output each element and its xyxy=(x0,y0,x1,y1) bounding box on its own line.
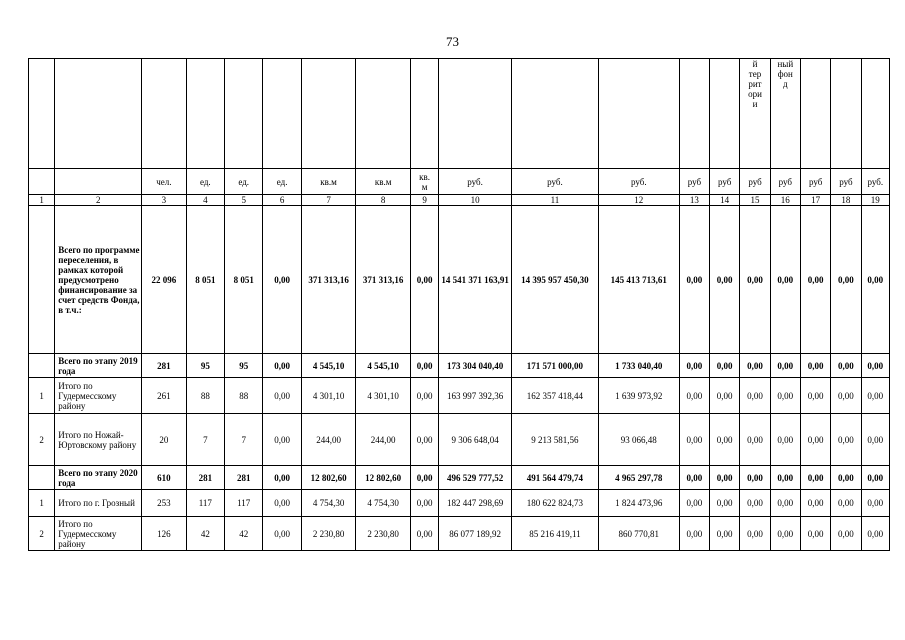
row-label-cell: Итого по Гудермесскому району xyxy=(55,378,142,414)
table-cell: 281 xyxy=(142,354,186,378)
table-cell: 0,00 xyxy=(410,490,438,517)
unit-cell: руб. xyxy=(511,169,598,195)
table-cell: 14 395 957 450,30 xyxy=(511,206,598,354)
table-cell: 180 622 824,73 xyxy=(511,490,598,517)
table-cell: 0,00 xyxy=(263,414,301,466)
table-cell xyxy=(29,354,55,378)
table-cell: 7 xyxy=(225,414,263,466)
table-cell: 4 754,30 xyxy=(356,490,411,517)
table-cell: 1 733 040,40 xyxy=(598,354,679,378)
header-cell-15: й тер рит ори и xyxy=(740,59,770,169)
table-cell: 14 541 371 163,91 xyxy=(439,206,512,354)
column-number-cell: 18 xyxy=(831,195,861,206)
table-cell: 0,00 xyxy=(861,490,889,517)
table-cell: 0,00 xyxy=(710,354,740,378)
table-cell: 9 213 581,56 xyxy=(511,414,598,466)
table-cell: 0,00 xyxy=(861,354,889,378)
table-cell: 0,00 xyxy=(710,378,740,414)
table-cell: 12 802,60 xyxy=(301,466,356,490)
unit-cell: кв. м xyxy=(410,169,438,195)
table-cell: 0,00 xyxy=(263,466,301,490)
header-cell xyxy=(142,59,186,169)
table-cell: 0,00 xyxy=(679,206,709,354)
table-cell: 163 997 392,36 xyxy=(439,378,512,414)
table-cell: 162 357 418,44 xyxy=(511,378,598,414)
table-cell: 0,00 xyxy=(831,466,861,490)
table-cell: 2 xyxy=(29,517,55,551)
unit-cell: руб xyxy=(679,169,709,195)
header-cell xyxy=(831,59,861,169)
column-number-cell: 3 xyxy=(142,195,186,206)
unit-cell xyxy=(29,169,55,195)
table-cell: 0,00 xyxy=(740,414,770,466)
table-cell: 0,00 xyxy=(740,466,770,490)
table-cell: 491 564 479,74 xyxy=(511,466,598,490)
table-cell: 85 216 419,11 xyxy=(511,517,598,551)
table-cell: 0,00 xyxy=(710,206,740,354)
column-numbers-row xyxy=(29,195,890,206)
row-label-cell: Итого по г. Грозный xyxy=(55,490,142,517)
table-cell: 1 xyxy=(29,378,55,414)
table-cell: 0,00 xyxy=(770,490,800,517)
table-cell: 0,00 xyxy=(800,354,830,378)
row-label-cell: Итого по Ножай-Юртовскому району xyxy=(55,414,142,466)
header-row xyxy=(29,59,890,169)
table-cell: 4 545,10 xyxy=(301,354,356,378)
table-cell: 2 xyxy=(29,414,55,466)
unit-cell: руб xyxy=(800,169,830,195)
column-number-cell: 19 xyxy=(861,195,889,206)
unit-cell: руб xyxy=(770,169,800,195)
table-cell: 0,00 xyxy=(831,354,861,378)
table-cell: 496 529 777,52 xyxy=(439,466,512,490)
table-cell: 0,00 xyxy=(831,517,861,551)
table-cell: 145 413 713,61 xyxy=(598,206,679,354)
table-cell: 0,00 xyxy=(410,206,438,354)
table-cell: 0,00 xyxy=(770,517,800,551)
table-cell: 95 xyxy=(225,354,263,378)
table-cell: 0,00 xyxy=(800,517,830,551)
unit-cell: руб. xyxy=(439,169,512,195)
table-cell: 4 545,10 xyxy=(356,354,411,378)
header-cell xyxy=(679,59,709,169)
table-cell xyxy=(29,206,55,354)
table-cell: 281 xyxy=(186,466,224,490)
table-cell: 0,00 xyxy=(861,466,889,490)
table-cell: 0,00 xyxy=(800,490,830,517)
table-cell: 0,00 xyxy=(679,378,709,414)
table-cell: 0,00 xyxy=(770,378,800,414)
table-cell: 182 447 298,69 xyxy=(439,490,512,517)
table-cell: 2 230,80 xyxy=(301,517,356,551)
table-cell: 126 xyxy=(142,517,186,551)
page-number: 73 xyxy=(446,34,459,49)
unit-cell: кв.м xyxy=(356,169,411,195)
table-cell: 1 639 973,92 xyxy=(598,378,679,414)
table-cell: 371 313,16 xyxy=(356,206,411,354)
table-cell: 4 754,30 xyxy=(301,490,356,517)
table-cell: 4 965 297,78 xyxy=(598,466,679,490)
header-cell xyxy=(598,59,679,169)
header-cell xyxy=(186,59,224,169)
table-cell: 281 xyxy=(225,466,263,490)
table-cell: 0,00 xyxy=(831,414,861,466)
header-cell xyxy=(439,59,512,169)
table-cell: 0,00 xyxy=(740,490,770,517)
header-cell xyxy=(263,59,301,169)
table-cell: 173 304 040,40 xyxy=(439,354,512,378)
table-cell: 4 301,10 xyxy=(356,378,411,414)
header-cell xyxy=(710,59,740,169)
table-cell: 0,00 xyxy=(710,490,740,517)
header-cell xyxy=(511,59,598,169)
column-number-cell: 14 xyxy=(710,195,740,206)
table-cell: 0,00 xyxy=(831,490,861,517)
table-cell: 0,00 xyxy=(410,414,438,466)
table-cell: 0,00 xyxy=(831,206,861,354)
table-cell: 0,00 xyxy=(679,354,709,378)
column-number-cell: 8 xyxy=(356,195,411,206)
table-cell: 0,00 xyxy=(410,378,438,414)
table-cell: 12 802,60 xyxy=(356,466,411,490)
table-cell: 860 770,81 xyxy=(598,517,679,551)
total-row xyxy=(29,206,890,354)
table-cell: 0,00 xyxy=(740,206,770,354)
header-cell xyxy=(55,59,142,169)
header-cell xyxy=(29,59,55,169)
column-number-cell: 6 xyxy=(263,195,301,206)
column-number-cell: 13 xyxy=(679,195,709,206)
table-cell: 0,00 xyxy=(770,466,800,490)
unit-cell: чел. xyxy=(142,169,186,195)
units-row xyxy=(29,169,890,195)
table-cell: 0,00 xyxy=(861,378,889,414)
table-cell: 2 230,80 xyxy=(356,517,411,551)
table-cell: 0,00 xyxy=(263,490,301,517)
table-cell: 0,00 xyxy=(410,466,438,490)
table-cell: 0,00 xyxy=(410,517,438,551)
table-cell: 0,00 xyxy=(800,414,830,466)
column-number-cell: 4 xyxy=(186,195,224,206)
unit-cell: руб. xyxy=(598,169,679,195)
column-number-cell: 2 xyxy=(55,195,142,206)
unit-cell: руб xyxy=(710,169,740,195)
header-cell xyxy=(410,59,438,169)
table-row xyxy=(29,378,890,414)
table-cell: 171 571 000,00 xyxy=(511,354,598,378)
header-cell xyxy=(225,59,263,169)
header-cell-16: ный фон д xyxy=(770,59,800,169)
unit-cell: ед. xyxy=(186,169,224,195)
unit-cell: ед. xyxy=(225,169,263,195)
table-cell: 0,00 xyxy=(263,378,301,414)
header-cell xyxy=(800,59,830,169)
table-cell: 9 306 648,04 xyxy=(439,414,512,466)
unit-cell: кв.м xyxy=(301,169,356,195)
table-cell: 0,00 xyxy=(800,206,830,354)
table-cell: 610 xyxy=(142,466,186,490)
table-cell: 261 xyxy=(142,378,186,414)
table-cell: 0,00 xyxy=(410,354,438,378)
unit-cell xyxy=(55,169,142,195)
row-label-cell: Всего по этапу 2020 года xyxy=(55,466,142,490)
table-cell: 0,00 xyxy=(770,414,800,466)
column-number-cell: 10 xyxy=(439,195,512,206)
unit-cell: руб xyxy=(740,169,770,195)
table-cell: 0,00 xyxy=(800,466,830,490)
table-cell: 86 077 189,92 xyxy=(439,517,512,551)
table-row xyxy=(29,490,890,517)
row-label-cell: Всего по этапу 2019 года xyxy=(55,354,142,378)
table-cell: 88 xyxy=(225,378,263,414)
column-number-cell: 9 xyxy=(410,195,438,206)
table-cell: 8 051 xyxy=(225,206,263,354)
total-row xyxy=(29,466,890,490)
column-number-cell: 5 xyxy=(225,195,263,206)
program-table xyxy=(28,58,890,551)
header-cell xyxy=(861,59,889,169)
column-number-cell: 7 xyxy=(301,195,356,206)
row-label-cell: Всего по программе переселения, в рамках которой предусмотрено финансирование за счет средств Фонда, в т.ч.: xyxy=(55,206,142,354)
column-number-cell: 17 xyxy=(800,195,830,206)
table-cell: 0,00 xyxy=(740,378,770,414)
table-cell: 0,00 xyxy=(710,414,740,466)
table-cell: 0,00 xyxy=(263,517,301,551)
table-cell: 95 xyxy=(186,354,224,378)
table-cell: 1 xyxy=(29,490,55,517)
table-cell: 7 xyxy=(186,414,224,466)
table-cell: 0,00 xyxy=(263,206,301,354)
header-cell xyxy=(301,59,356,169)
column-number-cell: 11 xyxy=(511,195,598,206)
table-cell: 22 096 xyxy=(142,206,186,354)
table-cell: 0,00 xyxy=(263,354,301,378)
table-cell: 88 xyxy=(186,378,224,414)
table-cell: 117 xyxy=(225,490,263,517)
table-cell: 42 xyxy=(186,517,224,551)
column-number-cell: 15 xyxy=(740,195,770,206)
table-cell: 0,00 xyxy=(861,206,889,354)
table-cell: 0,00 xyxy=(740,354,770,378)
table-cell: 0,00 xyxy=(679,490,709,517)
table-cell: 0,00 xyxy=(770,206,800,354)
column-number-cell: 12 xyxy=(598,195,679,206)
unit-cell: руб xyxy=(831,169,861,195)
table-cell: 0,00 xyxy=(740,517,770,551)
table-cell: 0,00 xyxy=(800,378,830,414)
table-cell: 0,00 xyxy=(679,414,709,466)
table-cell: 0,00 xyxy=(679,517,709,551)
table-cell: 244,00 xyxy=(356,414,411,466)
unit-cell: ед. xyxy=(263,169,301,195)
table-cell: 4 301,10 xyxy=(301,378,356,414)
table-cell: 0,00 xyxy=(861,414,889,466)
table-cell: 1 824 473,96 xyxy=(598,490,679,517)
table-cell: 42 xyxy=(225,517,263,551)
table-cell: 0,00 xyxy=(861,517,889,551)
table-cell: 0,00 xyxy=(710,466,740,490)
table-cell: 8 051 xyxy=(186,206,224,354)
column-number-cell: 1 xyxy=(29,195,55,206)
row-label-cell: Итого по Гудермесскому району xyxy=(55,517,142,551)
column-number-cell: 16 xyxy=(770,195,800,206)
table-row xyxy=(29,414,890,466)
table-cell: 93 066,48 xyxy=(598,414,679,466)
table-cell xyxy=(29,466,55,490)
table-cell: 253 xyxy=(142,490,186,517)
table-row xyxy=(29,517,890,551)
table-cell: 20 xyxy=(142,414,186,466)
table-cell: 0,00 xyxy=(831,378,861,414)
table-body xyxy=(29,59,890,551)
table-cell: 117 xyxy=(186,490,224,517)
header-cell xyxy=(356,59,411,169)
total-row xyxy=(29,354,890,378)
table-cell: 244,00 xyxy=(301,414,356,466)
table-cell: 0,00 xyxy=(710,517,740,551)
table-cell: 0,00 xyxy=(679,466,709,490)
table-cell: 0,00 xyxy=(770,354,800,378)
unit-cell: руб. xyxy=(861,169,889,195)
table-cell: 371 313,16 xyxy=(301,206,356,354)
